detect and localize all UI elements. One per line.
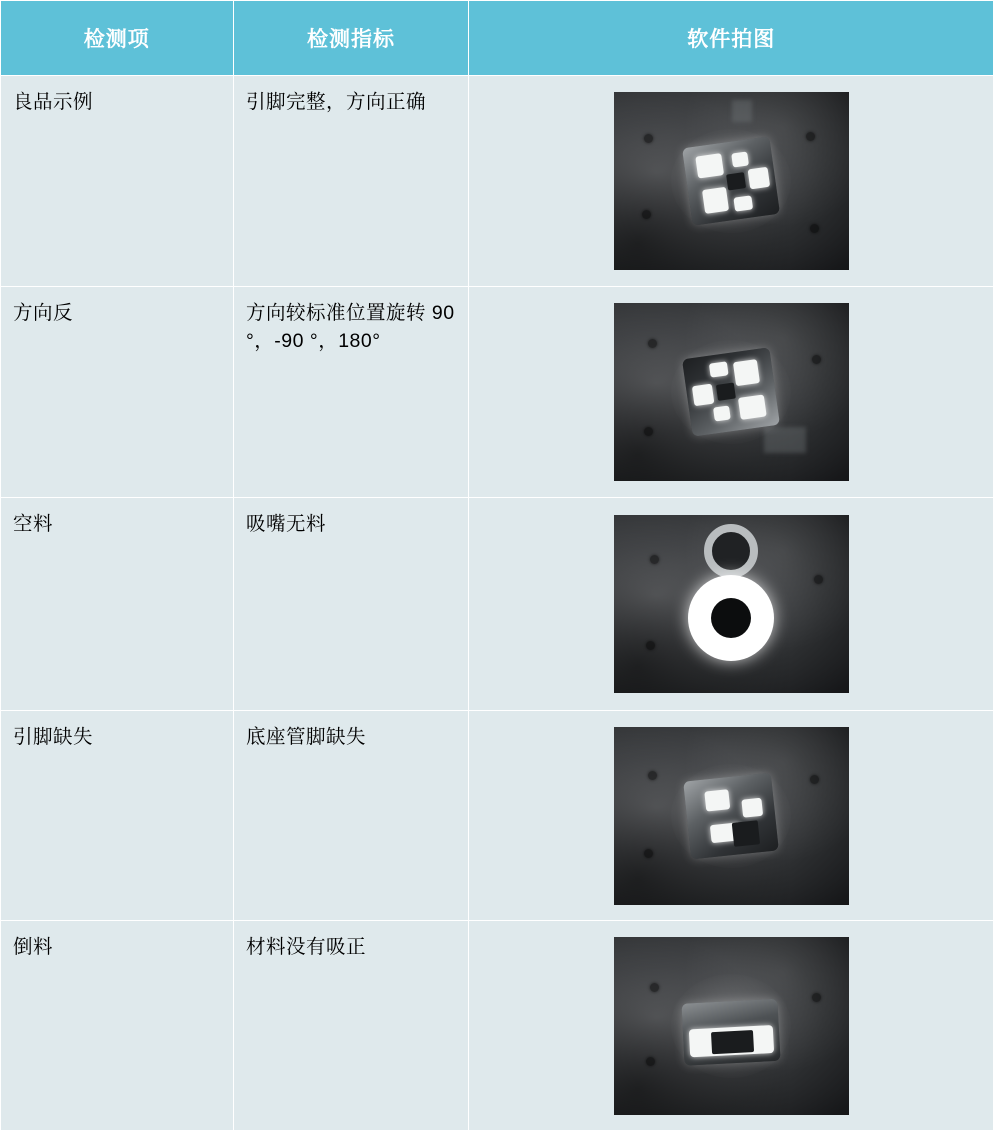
reversed-direction-photo	[614, 303, 849, 481]
chip-pad	[695, 153, 724, 178]
background-streak	[732, 100, 752, 122]
cell-item: 良品示例	[1, 76, 234, 287]
table-row	[1, 498, 993, 711]
cell-criteria: 引脚完整，方向正确	[234, 76, 469, 287]
column-header-item: 检测项	[1, 1, 234, 76]
component-chip	[681, 998, 780, 1065]
chip-pad	[709, 361, 729, 377]
cell-criteria: 吸嘴无料	[234, 498, 469, 711]
component-chip	[683, 772, 779, 859]
background-dot	[648, 771, 657, 780]
chip-body	[683, 772, 779, 859]
chip-pad	[733, 359, 760, 386]
cell-criteria: 方向较标准位置旋转 90 °，-90 °，180°	[234, 287, 469, 498]
cell-item: 方向反	[1, 287, 234, 498]
component-chip	[682, 347, 780, 436]
cell-item: 空料	[1, 498, 234, 711]
background-dot	[650, 983, 659, 992]
cell-item: 引脚缺失	[1, 711, 234, 921]
table-header-row	[1, 1, 993, 76]
chip-dark-window	[711, 1030, 754, 1054]
column-header-photo: 软件拍图	[469, 1, 993, 76]
background-dot	[810, 775, 819, 784]
chip-pad	[748, 167, 771, 190]
nozzle-hole	[711, 598, 751, 638]
table-row	[1, 76, 993, 287]
background-dot	[644, 427, 653, 436]
cell-criteria: 材料没有吸正	[234, 921, 469, 1131]
tilted-material-photo	[614, 937, 849, 1115]
background-dot	[810, 224, 819, 233]
cell-photo	[469, 76, 993, 287]
chip-missing-pin-area	[732, 820, 760, 847]
column-header-criteria: 检测指标	[234, 1, 469, 76]
background-dot	[806, 132, 815, 141]
chip-pad	[704, 789, 730, 811]
background-dot	[644, 849, 653, 858]
missing-pin-photo	[614, 727, 849, 905]
cell-criteria: 底座管脚缺失	[234, 711, 469, 921]
background-dot	[646, 1057, 655, 1066]
nozzle-upper-ring	[704, 524, 758, 578]
cell-photo	[469, 498, 993, 711]
chip-pad	[713, 405, 731, 421]
chip-pad	[702, 187, 729, 214]
cell-photo	[469, 711, 993, 921]
nozzle-ring	[688, 575, 774, 661]
background-dot	[650, 555, 659, 564]
table-header	[1, 1, 993, 76]
background-dot	[648, 339, 657, 348]
chip-pad	[738, 394, 767, 419]
chip-pad	[731, 151, 749, 167]
empty-nozzle-photo	[614, 515, 849, 693]
table-body	[1, 76, 993, 1131]
chip-pad	[733, 195, 753, 211]
cell-photo	[469, 287, 993, 498]
chip-pad	[741, 797, 763, 817]
table-row	[1, 921, 993, 1131]
chip-center	[716, 383, 736, 401]
chip-pad	[692, 384, 715, 407]
table-row	[1, 287, 993, 498]
background-dot	[812, 993, 821, 1002]
good-sample-photo	[614, 92, 849, 270]
background-dot	[642, 210, 651, 219]
cell-item: 倒料	[1, 921, 234, 1131]
background-dot	[644, 134, 653, 143]
background-dot	[812, 355, 821, 364]
background-dot	[814, 575, 823, 584]
background-dot	[646, 641, 655, 650]
chip-center	[726, 172, 746, 190]
cell-photo	[469, 921, 993, 1131]
component-chip	[682, 136, 780, 225]
table-row	[1, 711, 993, 921]
